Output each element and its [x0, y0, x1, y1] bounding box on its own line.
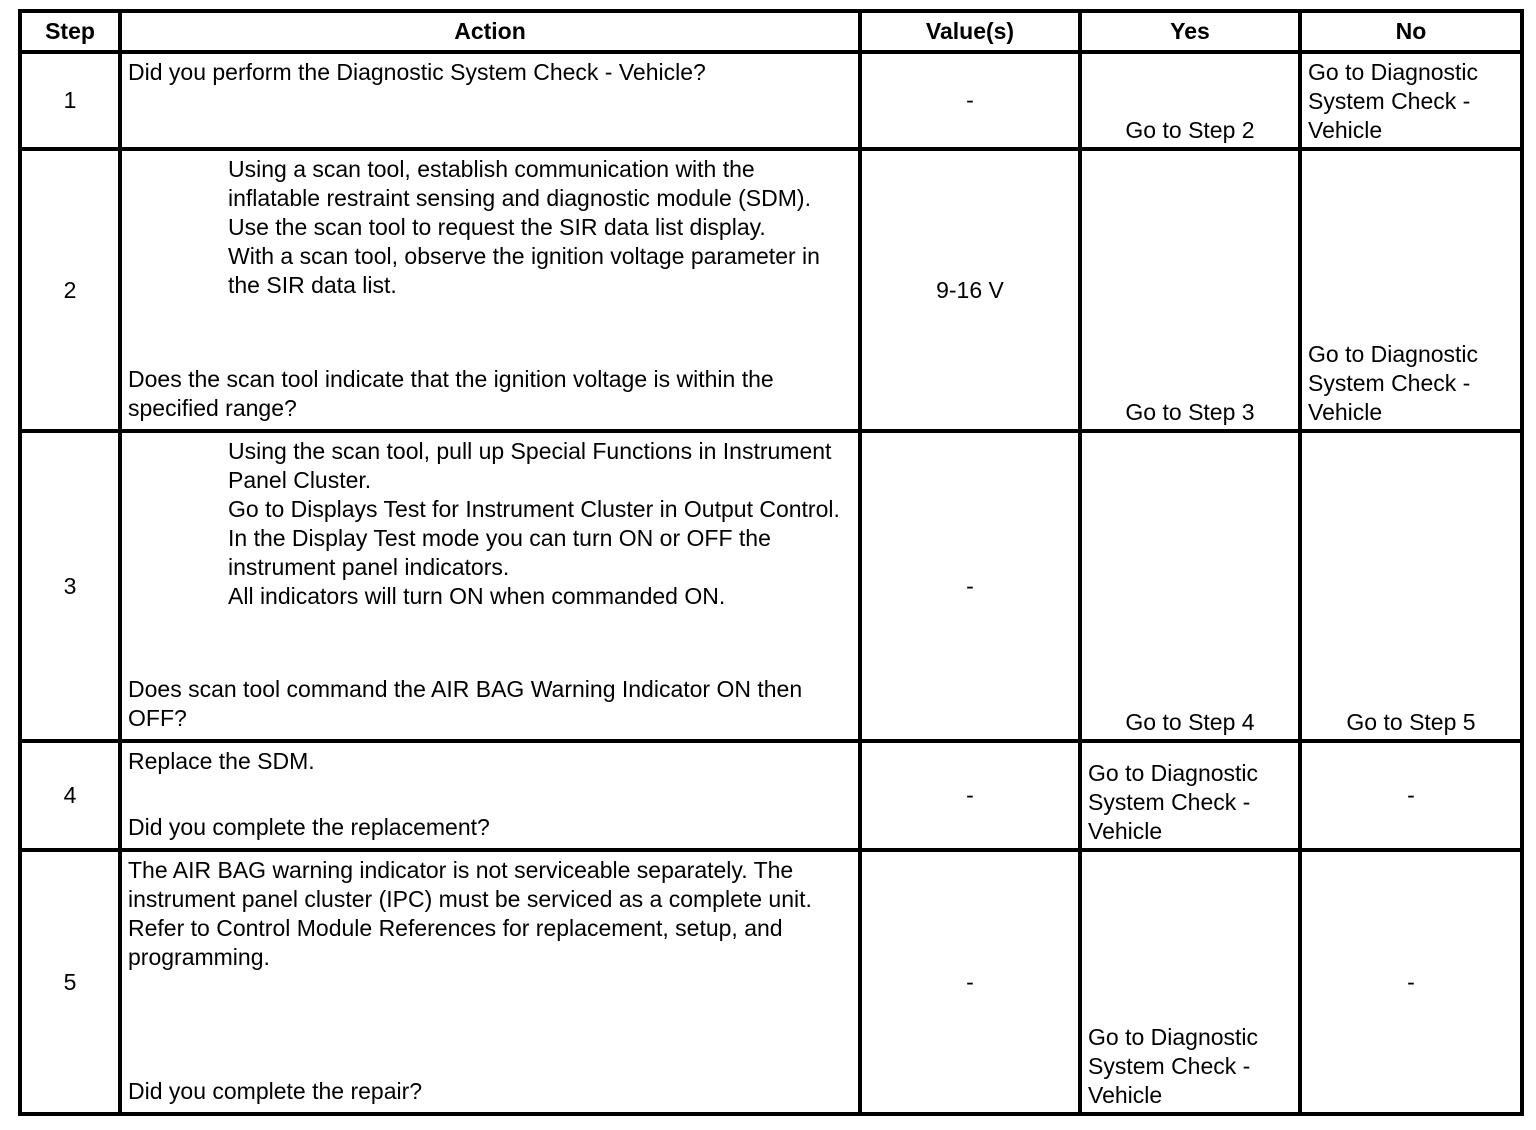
- step-number: 3: [20, 431, 120, 741]
- table-row: [20, 431, 1522, 741]
- header-values: Value(s): [860, 11, 1080, 52]
- action-text: Did you perform the Diagnostic System Check - Vehicle?: [128, 59, 706, 85]
- action-item: All indicators will turn ON when commanded ON.: [228, 583, 726, 609]
- yes-cell: Go to Step 2: [1080, 52, 1300, 149]
- table-row: [20, 52, 1522, 149]
- no-cell: [1300, 52, 1522, 149]
- step-number: 1: [20, 52, 120, 149]
- action-item: Using the scan tool, pull up Special Functions in Instrument Panel Cluster.: [228, 438, 832, 493]
- action-question: Did you complete the replacement?: [128, 814, 490, 840]
- no-cell: [1300, 149, 1522, 431]
- table-row: [20, 850, 1522, 1114]
- value-cell: -: [860, 850, 1080, 1114]
- table-row: [20, 149, 1522, 431]
- no-text: Go to Diagnostic System Check - Vehicle: [1308, 59, 1479, 143]
- action-cell: [120, 431, 860, 741]
- action-item: Go to Displays Test for Instrument Cluster in Output Control.: [228, 496, 840, 522]
- action-text: The AIR BAG warning indicator is not serviceable separately. The instrument panel cluster (IPC) must be serviced as a complete unit. Refer to Control Module References for replacement, setup, and programming.: [128, 857, 812, 970]
- action-item: In the Display Test mode you can turn ON or OFF the instrument panel indicators.: [228, 525, 771, 580]
- action-item: Use the scan tool to request the SIR data list display.: [228, 214, 766, 240]
- header-no: No: [1300, 11, 1522, 52]
- step-number: 2: [20, 149, 120, 431]
- step-number: 5: [20, 850, 120, 1114]
- action-question: Did you complete the repair?: [128, 1078, 423, 1104]
- action-cell: [120, 850, 860, 1114]
- value-cell: 9-16 V: [860, 149, 1080, 431]
- no-cell: -: [1300, 741, 1522, 850]
- value-cell: -: [860, 52, 1080, 149]
- value-cell: -: [860, 741, 1080, 850]
- action-question: Does scan tool command the AIR BAG Warning Indicator ON then OFF?: [128, 676, 803, 731]
- yes-text: Go to Diagnostic System Check - Vehicle: [1088, 1024, 1259, 1108]
- value-cell: -: [860, 431, 1080, 741]
- no-text: Go to Diagnostic System Check - Vehicle: [1308, 341, 1479, 425]
- action-item: With a scan tool, observe the ignition voltage parameter in the SIR data list.: [228, 243, 820, 298]
- yes-cell: [1080, 741, 1300, 850]
- header-row: [20, 11, 1522, 52]
- table-row: [20, 741, 1522, 850]
- header-action: Action: [120, 11, 860, 52]
- action-cell: [120, 741, 860, 850]
- no-cell: -: [1300, 850, 1522, 1114]
- yes-cell: Go to Step 3: [1080, 149, 1300, 431]
- header-step: Step: [20, 11, 120, 52]
- action-list: [128, 155, 852, 300]
- action-item: Using a scan tool, establish communication with the inflatable restraint sensing and diagnostic module (SDM).: [228, 156, 811, 211]
- action-cell: [120, 149, 860, 431]
- header-yes: Yes: [1080, 11, 1300, 52]
- no-cell: Go to Step 5: [1300, 431, 1522, 741]
- action-list: [128, 437, 852, 611]
- action-text: Replace the SDM.: [128, 748, 315, 774]
- yes-text: Go to Diagnostic System Check - Vehicle: [1088, 760, 1259, 844]
- step-number: 4: [20, 741, 120, 850]
- yes-cell: Go to Step 4: [1080, 431, 1300, 741]
- yes-cell: [1080, 850, 1300, 1114]
- action-cell: [120, 52, 860, 149]
- diagnostic-table: [18, 9, 1524, 1116]
- action-question: Does the scan tool indicate that the ignition voltage is within the specified range?: [128, 366, 774, 421]
